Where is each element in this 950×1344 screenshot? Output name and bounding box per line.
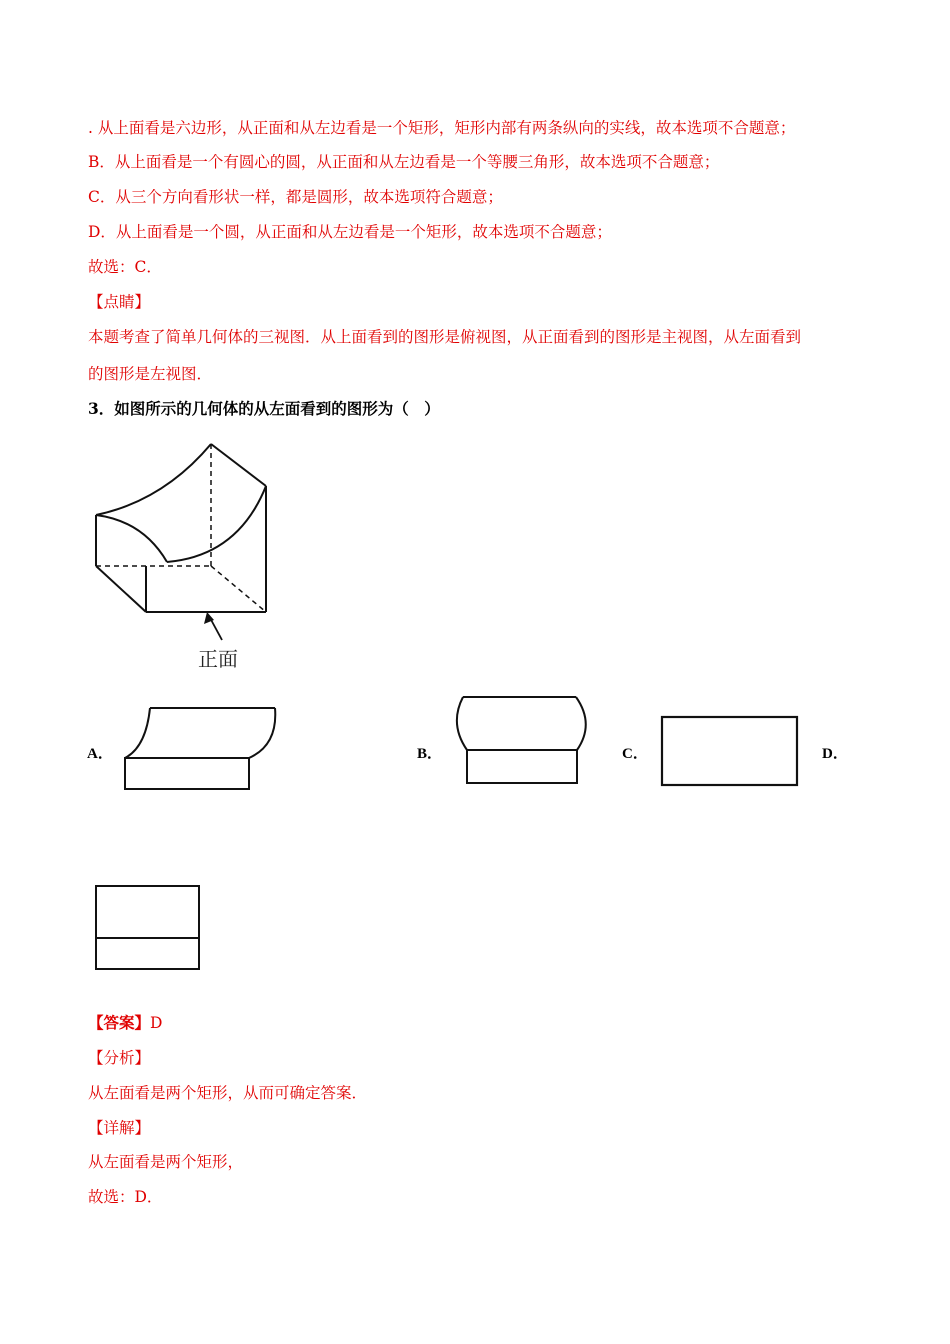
comment-text-line2: 的图形是左视图． [88, 365, 213, 383]
detail-heading: 【详解】 [88, 1119, 151, 1137]
analysis-heading: 【分析】 [88, 1049, 151, 1067]
explanation-option-a: . 从上面看是六边形，从正面和从左边看是一个矩形，矩形内部有两条纵向的实线，故本选项不合题意； [88, 119, 796, 137]
explanation-option-b: B．从上面看是一个有圆心的圆，从正面和从左边看是一个等腰三角形，故本选项不合题意； [88, 153, 720, 171]
answer-block [88, 1013, 162, 1033]
comment-text-line1: 本题考查了简单几何体的三视图．从上面看到的图形是俯视图，从正面看到的图形是主视图，从左面看到 [88, 328, 802, 346]
option-c-label: C． [622, 746, 648, 762]
analysis-text: 从左面看是两个矩形，从而可确定答案． [88, 1084, 368, 1102]
solid-figure [88, 436, 288, 676]
explanation-option-d: D．从上面看是一个圆，从正面和从左边看是一个矩形，故本选项不合题意； [88, 223, 612, 241]
option-b-figure [455, 692, 595, 790]
answer-value: D [150, 1014, 163, 1032]
comment-heading: 【点睛】 [88, 293, 151, 311]
detail-text: 从左面看是两个矩形， [88, 1153, 244, 1171]
explanation-choice: 故选：C． [88, 258, 162, 276]
option-c-figure [658, 713, 803, 791]
option-a-figure [118, 700, 283, 795]
option-a-label: A． [87, 746, 113, 762]
option-d-label: D． [822, 746, 848, 762]
detail-choice: 故选：D． [88, 1188, 163, 1206]
question-text: 3．如图所示的几何体的从左面看到的图形为（ ） [88, 399, 440, 418]
answer-heading: 【答案】 [88, 1013, 151, 1032]
explanation-option-c: C．从三个方向看形状一样，都是圆形，故本选项符合题意； [88, 188, 503, 206]
option-d-figure [92, 882, 204, 974]
option-b-label: B． [417, 746, 443, 762]
figure-caption-front: 正面 [198, 647, 238, 671]
